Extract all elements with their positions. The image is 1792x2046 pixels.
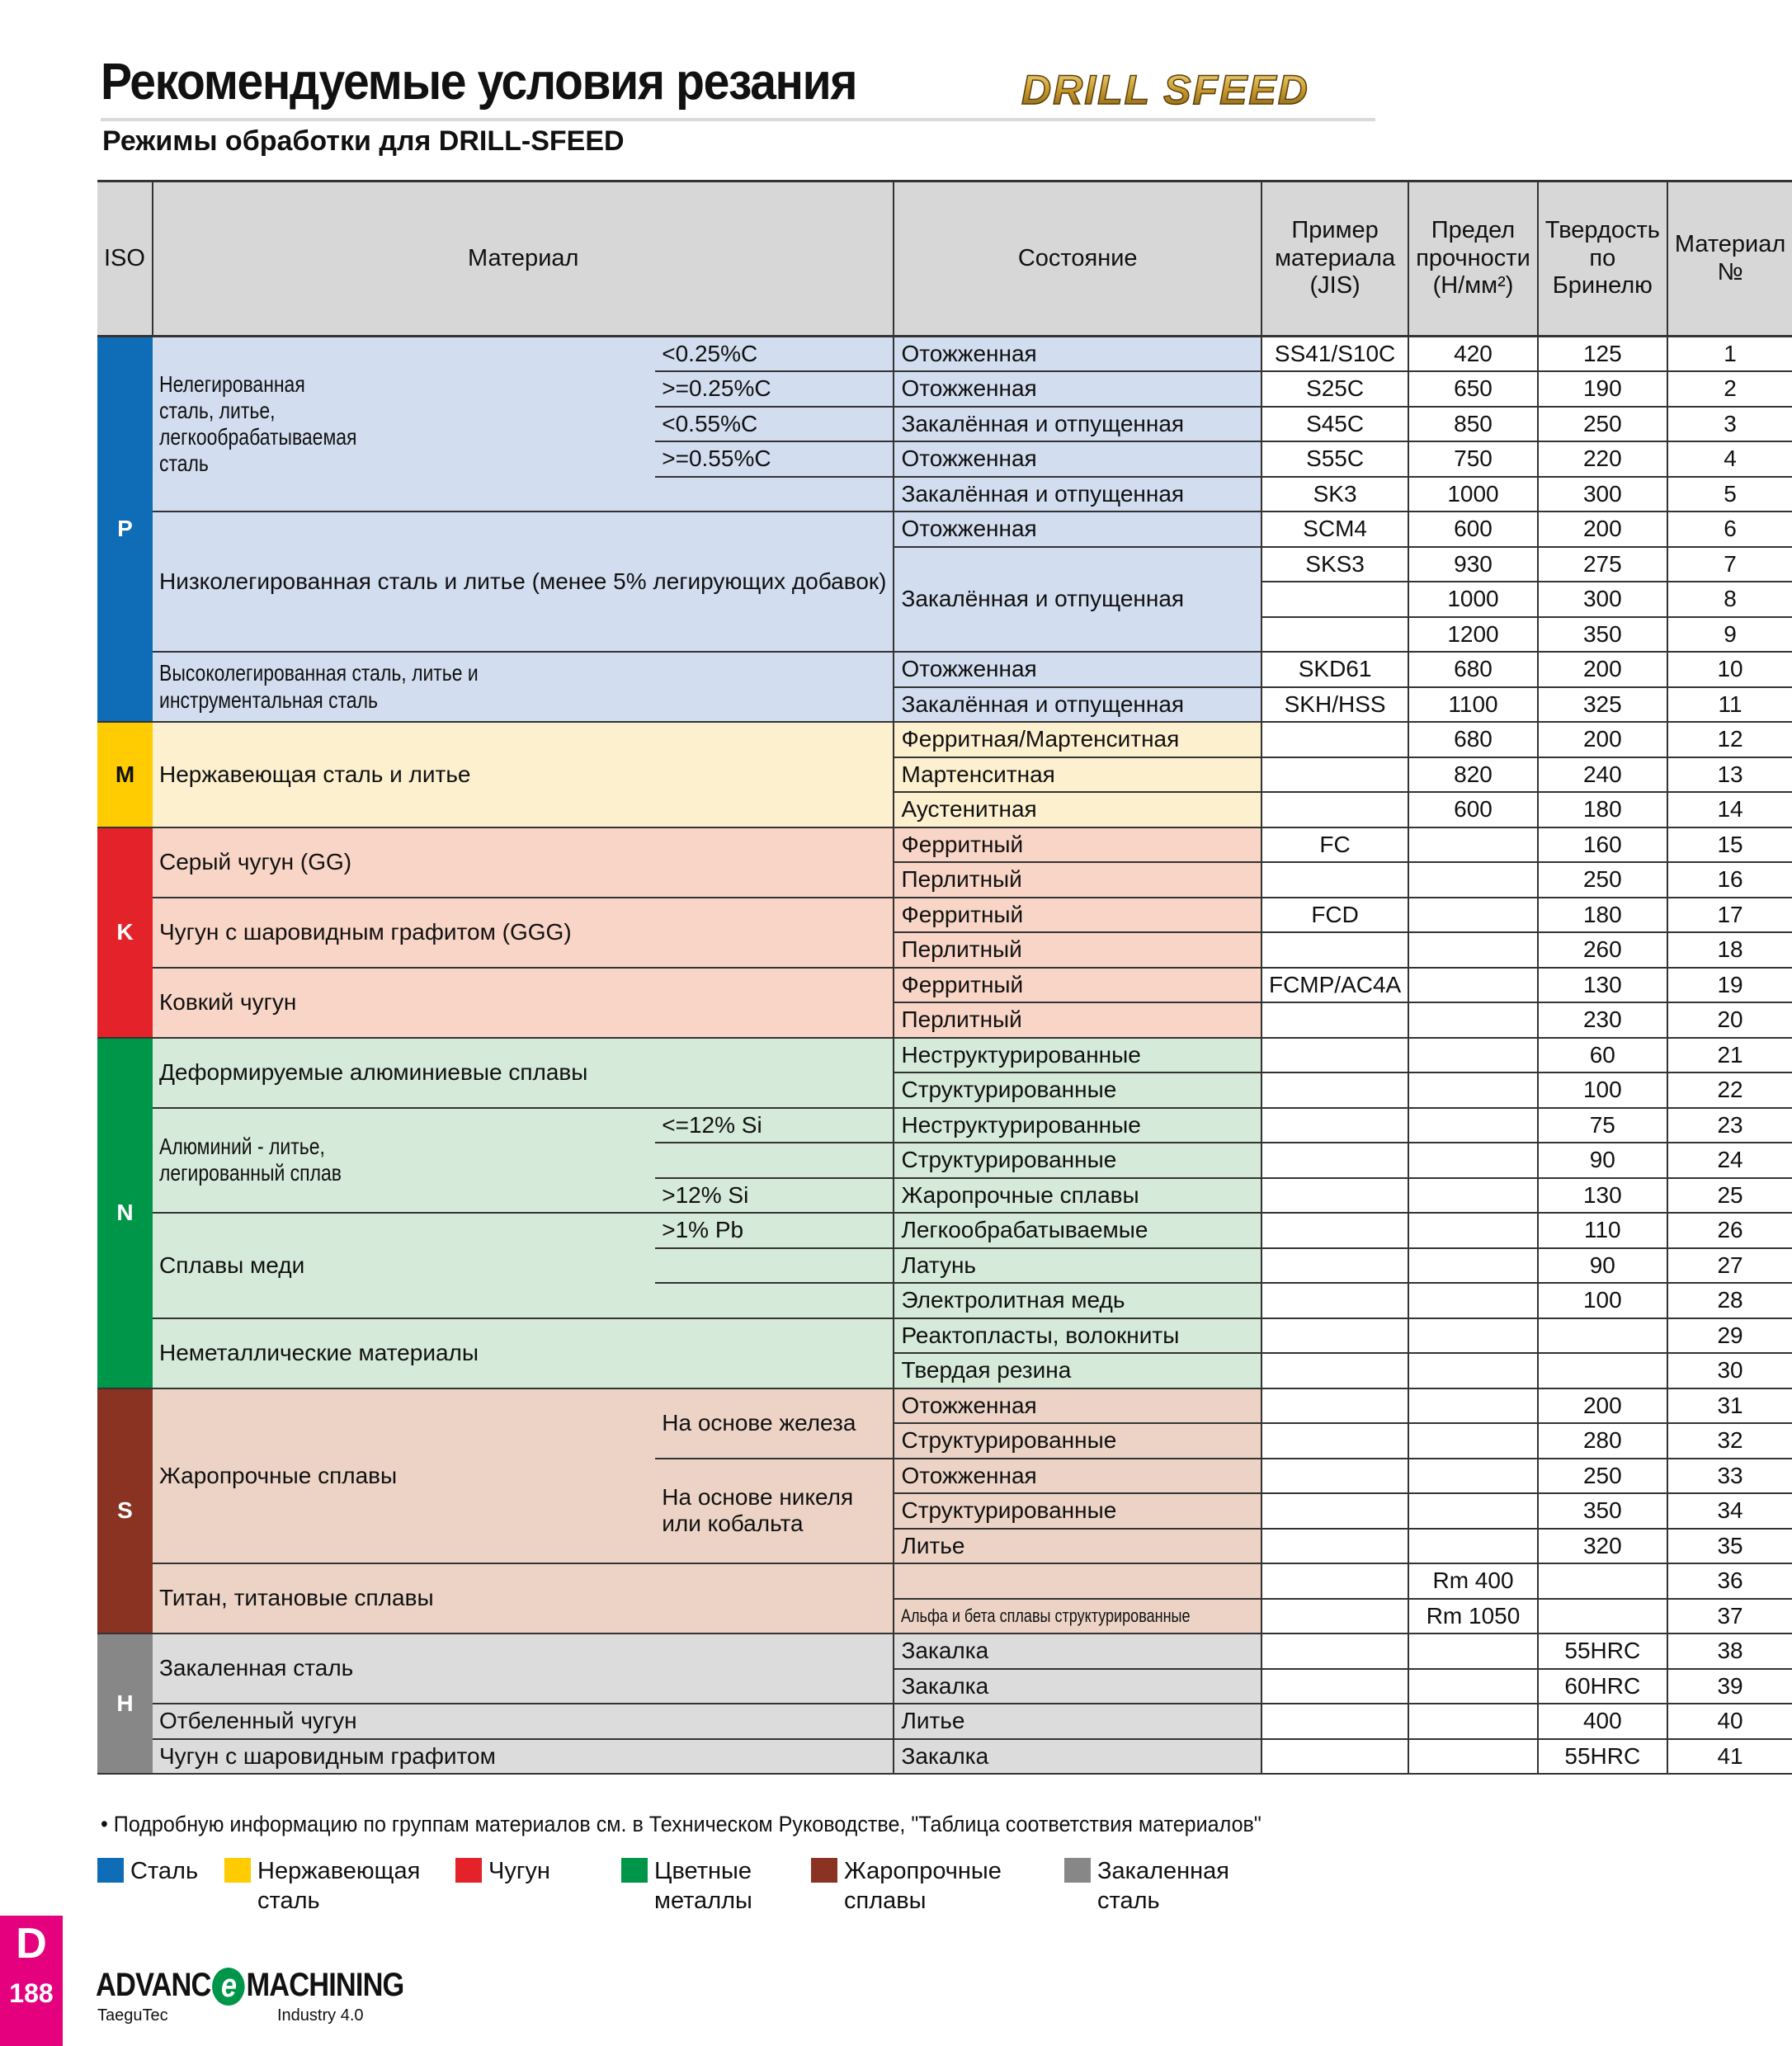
table-row: [97, 1388, 1792, 1424]
hardness-cell: 200: [1538, 1388, 1667, 1424]
material-number-cell: 38: [1667, 1634, 1792, 1669]
material-number-cell: 14: [1667, 792, 1792, 827]
carbon-range-empty: [655, 477, 894, 512]
hardness-cell: 130: [1538, 1178, 1667, 1214]
hardness-cell: 400: [1538, 1704, 1667, 1739]
material-number-cell: 40: [1667, 1704, 1792, 1739]
strength-cell: 930: [1408, 547, 1538, 582]
header-example: Пример материала (JIS): [1261, 182, 1408, 337]
hardness-cell: 190: [1538, 371, 1667, 407]
strength-cell: [1408, 1529, 1538, 1564]
iso-group-h: H: [97, 1634, 153, 1774]
strength-cell: [1408, 1739, 1538, 1775]
state-cell: Альфа и бета сплавы структурированные: [894, 1599, 1261, 1634]
strength-cell: [1408, 1353, 1538, 1388]
state-cell: Литье: [894, 1704, 1261, 1739]
page-title: Рекомендуемые условия резания: [101, 54, 857, 111]
state-cell: Латунь: [894, 1248, 1261, 1284]
strength-cell: 680: [1408, 722, 1538, 757]
header-state: Состояние: [894, 182, 1261, 337]
hardness-cell: 350: [1538, 617, 1667, 653]
material-hardened-steel: Закаленная сталь: [153, 1634, 894, 1704]
example-cell: [1261, 862, 1408, 898]
state-cell: Отожженная: [894, 371, 1261, 407]
table-row: [97, 1108, 1792, 1143]
legend-swatch: [455, 1858, 482, 1883]
material-number-cell: 28: [1667, 1283, 1792, 1318]
example-cell: [1261, 1493, 1408, 1529]
state-cell: Закалённая и отпущенная: [894, 477, 1261, 512]
material-low-alloy-steel: Низколегированная сталь и литье (менее 5% легирующих добавок): [153, 512, 894, 652]
table-row: [97, 1704, 1792, 1739]
strength-cell: [1408, 1248, 1538, 1284]
legend-swatch: [224, 1858, 251, 1883]
hardness-cell: 90: [1538, 1248, 1667, 1284]
legend-swatch: [97, 1858, 124, 1883]
strength-cell: 820: [1408, 757, 1538, 793]
table-row: [97, 898, 1792, 933]
example-cell: [1261, 1143, 1408, 1178]
material-number-cell: 15: [1667, 827, 1792, 863]
material-number-cell: 33: [1667, 1459, 1792, 1494]
example-cell: SS41/S10C: [1261, 337, 1408, 372]
material-number-cell: 24: [1667, 1143, 1792, 1178]
hardness-cell: [1538, 1599, 1667, 1634]
material-number-cell: 21: [1667, 1038, 1792, 1073]
material-nodular-cast-iron: Чугун с шаровидным графитом (GGG): [153, 898, 894, 968]
iso-group-s: S: [97, 1388, 153, 1634]
table-row: [97, 1739, 1792, 1775]
iso-group-n: N: [97, 1038, 153, 1388]
material-number-cell: 20: [1667, 1002, 1792, 1038]
material-number-cell: 32: [1667, 1423, 1792, 1459]
example-cell: [1261, 1002, 1408, 1038]
hardness-cell: 320: [1538, 1529, 1667, 1564]
example-cell: [1261, 1459, 1408, 1494]
state-cell: [894, 1563, 1261, 1599]
state-cell: Структурированные: [894, 1423, 1261, 1459]
state-cell: Перлитный: [894, 862, 1261, 898]
example-cell: SCM4: [1261, 512, 1408, 547]
example-cell: [1261, 722, 1408, 757]
state-cell: Реактопласты, волокниты: [894, 1318, 1261, 1354]
example-cell: [1261, 1248, 1408, 1284]
example-cell: [1261, 932, 1408, 968]
material-number-cell: 26: [1667, 1213, 1792, 1248]
state-cell: Отожженная: [894, 1388, 1261, 1424]
state-cell: Закалённая и отпущенная: [894, 687, 1261, 723]
header-rule: [101, 118, 1375, 121]
hardness-cell: 300: [1538, 477, 1667, 512]
material-number-cell: 11: [1667, 687, 1792, 723]
header-number: Материал №: [1667, 182, 1792, 337]
material-malleable-cast-iron: Ковкий чугун: [153, 968, 894, 1038]
material-high-alloy-steel: Высоколегированная сталь, литье и инструментальная сталь: [153, 652, 894, 722]
hardness-cell: 260: [1538, 932, 1667, 968]
table-row: [97, 1563, 1792, 1599]
cutting-conditions-table: [97, 180, 1792, 1775]
state-cell: Закалка: [894, 1669, 1261, 1704]
example-cell: S25C: [1261, 371, 1408, 407]
page-number: 188: [9, 1978, 54, 2008]
example-cell: [1261, 582, 1408, 617]
silicon-range-empty: [655, 1143, 894, 1178]
state-cell: Перлитный: [894, 1002, 1261, 1038]
example-cell: [1261, 1704, 1408, 1739]
strength-cell: [1408, 1108, 1538, 1143]
strength-cell: [1408, 1388, 1538, 1424]
hardness-cell: 275: [1538, 547, 1667, 582]
strength-cell: [1408, 1178, 1538, 1214]
example-cell: [1261, 1529, 1408, 1564]
strength-cell: Rm 400: [1408, 1563, 1538, 1599]
hardness-cell: [1538, 1353, 1667, 1388]
state-cell: Закалённая и отпущенная: [894, 547, 1261, 653]
material-heat-resistant-alloys: Жаропрочные сплавы: [153, 1388, 655, 1564]
example-cell: [1261, 1739, 1408, 1775]
hardness-cell: 75: [1538, 1108, 1667, 1143]
table-row: [97, 512, 1792, 547]
strength-cell: 1100: [1408, 687, 1538, 723]
table-row: [97, 1634, 1792, 1669]
page-subtitle: Режимы обработки для DRILL-SFEED: [102, 125, 625, 157]
hardness-cell: 250: [1538, 862, 1667, 898]
hardness-cell: 100: [1538, 1072, 1667, 1108]
table-row: [97, 968, 1792, 1003]
material-number-cell: 1: [1667, 337, 1792, 372]
hardness-cell: [1538, 1563, 1667, 1599]
hardness-cell: 125: [1538, 337, 1667, 372]
material-nonalloy-steel: Нелегированная сталь, литье, легкообрабатываемая сталь: [153, 337, 655, 512]
state-cell: Отожженная: [894, 652, 1261, 687]
legend-swatch: [811, 1858, 837, 1883]
hardness-cell: 100: [1538, 1283, 1667, 1318]
strength-cell: 420: [1408, 337, 1538, 372]
legend-swatch: [1064, 1858, 1091, 1883]
example-cell: [1261, 1108, 1408, 1143]
lead-range-empty: [655, 1283, 894, 1318]
material-non-metallic: Неметаллические материалы: [153, 1318, 894, 1388]
material-number-cell: 7: [1667, 547, 1792, 582]
material-number-cell: 29: [1667, 1318, 1792, 1354]
example-cell: FC: [1261, 827, 1408, 863]
table-row: [97, 1213, 1792, 1248]
state-cell: Аустенитная: [894, 792, 1261, 827]
example-cell: [1261, 1599, 1408, 1634]
state-cell: Закалка: [894, 1634, 1261, 1669]
section-letter: D: [16, 1920, 47, 1968]
hardness-cell: 180: [1538, 792, 1667, 827]
state-cell: Закалка: [894, 1739, 1261, 1775]
state-cell: Структурированные: [894, 1143, 1261, 1178]
material-titanium-alloys: Титан, титановые сплавы: [153, 1563, 894, 1634]
material-number-cell: 17: [1667, 898, 1792, 933]
material-number-cell: 35: [1667, 1529, 1792, 1564]
example-cell: SKS3: [1261, 547, 1408, 582]
hardness-cell: 60: [1538, 1038, 1667, 1073]
hardness-cell: 160: [1538, 827, 1667, 863]
material-number-cell: 30: [1667, 1353, 1792, 1388]
material-number-cell: 27: [1667, 1248, 1792, 1284]
strength-cell: [1408, 1283, 1538, 1318]
hardness-cell: 300: [1538, 582, 1667, 617]
brand-e-icon: e: [212, 1968, 245, 2006]
strength-cell: [1408, 1143, 1538, 1178]
example-cell: [1261, 1318, 1408, 1354]
iso-group-m: M: [97, 722, 153, 827]
material-number-cell: 36: [1667, 1563, 1792, 1599]
hardness-cell: 240: [1538, 757, 1667, 793]
material-number-cell: 39: [1667, 1669, 1792, 1704]
example-cell: [1261, 1353, 1408, 1388]
svg-text:DRILL SFEED: DRILL SFEED: [1021, 67, 1309, 113]
example-cell: [1261, 1563, 1408, 1599]
hardness-cell: 180: [1538, 898, 1667, 933]
material-number-cell: 6: [1667, 512, 1792, 547]
example-cell: [1261, 1634, 1408, 1669]
example-cell: [1261, 1423, 1408, 1459]
material-grey-cast-iron: Серый чугун (GG): [153, 827, 894, 898]
state-cell: Закалённая и отпущенная: [894, 407, 1261, 442]
lead-range-empty: [655, 1248, 894, 1284]
strength-cell: [1408, 1459, 1538, 1494]
hardness-cell: 130: [1538, 968, 1667, 1003]
strength-cell: 1000: [1408, 582, 1538, 617]
hardness-cell: 55HRC: [1538, 1739, 1667, 1775]
state-cell: Жаропрочные сплавы: [894, 1178, 1261, 1214]
material-wrought-aluminium: Деформируемые алюминиевые сплавы: [153, 1038, 894, 1108]
table-row: [97, 1318, 1792, 1354]
advance-machining-logo: ADVANC e MACHINING: [96, 1967, 404, 2005]
material-stainless-steel: Нержавеющая сталь и литье: [153, 722, 894, 827]
example-cell: S55C: [1261, 441, 1408, 477]
strength-cell: [1408, 1423, 1538, 1459]
state-cell: Неструктурированные: [894, 1038, 1261, 1073]
example-cell: FCD: [1261, 898, 1408, 933]
hardness-cell: 220: [1538, 441, 1667, 477]
material-number-cell: 12: [1667, 722, 1792, 757]
example-cell: FCMP/AC4A: [1261, 968, 1408, 1003]
strength-cell: [1408, 862, 1538, 898]
hardness-cell: [1538, 1318, 1667, 1354]
material-number-cell: 19: [1667, 968, 1792, 1003]
material-cast-aluminium: Алюминий - литье, легированный сплав: [153, 1108, 655, 1214]
hardness-cell: 200: [1538, 652, 1667, 687]
table-row: [97, 337, 1792, 372]
strength-cell: [1408, 1038, 1538, 1073]
lead-range: >1% Pb: [655, 1213, 894, 1248]
material-nodular-cast-iron-hardened: Чугун с шаровидным графитом: [153, 1739, 894, 1775]
material-number-cell: 41: [1667, 1739, 1792, 1775]
nickel-cobalt-based-label: На основе никеля или кобальта: [655, 1459, 894, 1564]
hardness-cell: 350: [1538, 1493, 1667, 1529]
iso-group-p: P: [97, 337, 153, 723]
material-number-cell: 13: [1667, 757, 1792, 793]
state-cell: Ферритная/Мартенситная: [894, 722, 1261, 757]
material-number-cell: 8: [1667, 582, 1792, 617]
strength-cell: [1408, 968, 1538, 1003]
material-number-cell: 18: [1667, 932, 1792, 968]
example-cell: [1261, 617, 1408, 653]
example-cell: [1261, 757, 1408, 793]
header-material: Материал: [153, 182, 894, 337]
material-number-cell: 3: [1667, 407, 1792, 442]
brand-taegutec: TaeguTec: [97, 2006, 168, 2025]
carbon-range: >=0.55%C: [655, 441, 894, 477]
state-cell: Ферритный: [894, 827, 1261, 863]
example-cell: [1261, 1283, 1408, 1318]
iso-group-k: K: [97, 827, 153, 1038]
material-number-cell: 25: [1667, 1178, 1792, 1214]
carbon-range: <0.55%C: [655, 407, 894, 442]
example-cell: SK3: [1261, 477, 1408, 512]
material-number-cell: 4: [1667, 441, 1792, 477]
strength-cell: 1200: [1408, 617, 1538, 653]
header-iso: ISO: [97, 182, 153, 337]
silicon-range: <=12% Si: [655, 1108, 894, 1143]
footnote: • Подробную информацию по группам материалов см. в Техническом Руководстве, "Таблица соответствия материалов": [101, 1812, 1261, 1836]
strength-cell: [1408, 1669, 1538, 1704]
material-number-cell: 37: [1667, 1599, 1792, 1634]
strength-cell: 650: [1408, 371, 1538, 407]
hardness-cell: 110: [1538, 1213, 1667, 1248]
example-cell: [1261, 1178, 1408, 1214]
hardness-cell: 250: [1538, 1459, 1667, 1494]
example-cell: SKD61: [1261, 652, 1408, 687]
strength-cell: 1000: [1408, 477, 1538, 512]
strength-cell: [1408, 1072, 1538, 1108]
hardness-cell: 60HRC: [1538, 1669, 1667, 1704]
carbon-range: >=0.25%C: [655, 371, 894, 407]
state-cell: Структурированные: [894, 1493, 1261, 1529]
state-cell: Перлитный: [894, 932, 1261, 968]
legend-swatch: [621, 1858, 648, 1883]
material-number-cell: 31: [1667, 1388, 1792, 1424]
state-cell: Твердая резина: [894, 1353, 1261, 1388]
strength-cell: [1408, 898, 1538, 933]
material-number-cell: 22: [1667, 1072, 1792, 1108]
material-number-cell: 9: [1667, 617, 1792, 653]
carbon-range: <0.25%C: [655, 337, 894, 372]
iron-based-label: На основе железа: [655, 1388, 894, 1459]
state-cell: Литье: [894, 1529, 1261, 1564]
material-number-cell: 5: [1667, 477, 1792, 512]
strength-cell: Rm 1050: [1408, 1599, 1538, 1634]
state-cell: Мартенситная: [894, 757, 1261, 793]
example-cell: [1261, 1669, 1408, 1704]
strength-cell: 680: [1408, 652, 1538, 687]
hardness-cell: 325: [1538, 687, 1667, 723]
example-cell: [1261, 1072, 1408, 1108]
material-chilled-cast-iron: Отбеленный чугун: [153, 1704, 894, 1739]
table-row: [97, 652, 1792, 687]
state-cell: Электролитная медь: [894, 1283, 1261, 1318]
example-cell: S45C: [1261, 407, 1408, 442]
strength-cell: 750: [1408, 441, 1538, 477]
table-row: [97, 827, 1792, 863]
material-copper-alloys: Сплавы меди: [153, 1213, 655, 1318]
example-cell: [1261, 1038, 1408, 1073]
header-strength: Предел прочности (Н/мм²): [1408, 182, 1538, 337]
material-number-cell: 23: [1667, 1108, 1792, 1143]
strength-cell: [1408, 827, 1538, 863]
state-cell: Структурированные: [894, 1072, 1261, 1108]
strength-cell: [1408, 1002, 1538, 1038]
strength-cell: [1408, 1704, 1538, 1739]
strength-cell: [1408, 1213, 1538, 1248]
material-number-cell: 16: [1667, 862, 1792, 898]
header-hardness: Твердость по Бринелю: [1538, 182, 1667, 337]
hardness-cell: 280: [1538, 1423, 1667, 1459]
hardness-cell: 200: [1538, 512, 1667, 547]
example-cell: [1261, 792, 1408, 827]
state-cell: Отожженная: [894, 1459, 1261, 1494]
hardness-cell: 200: [1538, 722, 1667, 757]
state-cell: Ферритный: [894, 968, 1261, 1003]
strength-cell: 600: [1408, 792, 1538, 827]
material-number-cell: 10: [1667, 652, 1792, 687]
state-cell: Неструктурированные: [894, 1108, 1261, 1143]
strength-cell: [1408, 1634, 1538, 1669]
strength-cell: [1408, 1493, 1538, 1529]
hardness-cell: 230: [1538, 1002, 1667, 1038]
hardness-cell: 250: [1538, 407, 1667, 442]
example-cell: [1261, 1213, 1408, 1248]
state-cell: Легкообрабатываемые: [894, 1213, 1261, 1248]
state-cell: Отожженная: [894, 337, 1261, 372]
example-cell: SKH/HSS: [1261, 687, 1408, 723]
material-number-cell: 2: [1667, 371, 1792, 407]
state-cell: Ферритный: [894, 898, 1261, 933]
table-row: [97, 1038, 1792, 1073]
strength-cell: [1408, 932, 1538, 968]
table-row: [97, 722, 1792, 757]
state-cell: Отожженная: [894, 441, 1261, 477]
material-number-cell: 34: [1667, 1493, 1792, 1529]
drill-sfeed-logo: [1016, 63, 1379, 117]
strength-cell: 850: [1408, 407, 1538, 442]
hardness-cell: 90: [1538, 1143, 1667, 1178]
brand-industry: Industry 4.0: [277, 2006, 364, 2025]
example-cell: [1261, 1388, 1408, 1424]
strength-cell: [1408, 1318, 1538, 1354]
state-cell: Отожженная: [894, 512, 1261, 547]
silicon-range: >12% Si: [655, 1178, 894, 1214]
strength-cell: 600: [1408, 512, 1538, 547]
hardness-cell: 55HRC: [1538, 1634, 1667, 1669]
